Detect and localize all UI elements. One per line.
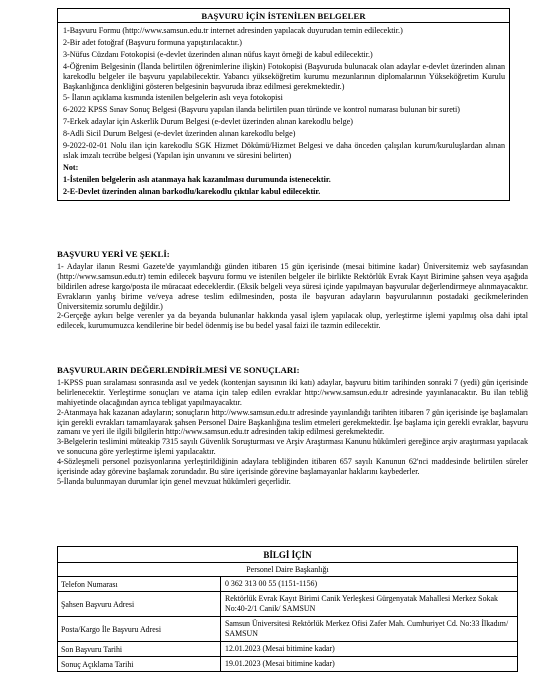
required-documents-list xyxy=(58,23,509,200)
row-value: 19.01.2023 (Mesai bitimine kadar) xyxy=(225,659,335,668)
note-heading: Not: xyxy=(63,162,79,172)
table-row xyxy=(58,617,517,642)
contact-info-subtitle: Personel Daire Başkanlığı xyxy=(58,563,517,577)
required-documents-box xyxy=(57,8,510,201)
evaluation-section xyxy=(57,366,528,487)
evaluation-heading: BAŞVURULARIN DEĞERLENDİRİLMESİ VE SONUÇLARI: xyxy=(57,365,300,375)
application-section xyxy=(57,250,528,331)
required-documents-title: BAŞVURU İÇİN İSTENİLEN BELGELER xyxy=(58,9,509,23)
row-label: Telefon Numarası xyxy=(58,577,221,591)
application-heading: BAŞVURU YERİ VE ŞEKLİ: xyxy=(57,249,170,259)
application-paragraph: 2-Gerçeğe aykırı belge verenler ya da beyanda bulunanlar hakkında yasal işlem yapılacak olup, yerleştirme işlemi yapılmış olsa dahi iptal edilecek, kurumumuzca kendilerine bir bedel ödenmiş ise bu bedel yasal faizi ile tazmin edilecektir. xyxy=(57,311,528,331)
requirement-item: 7-Erkek adaylar için Askerlik Durum Belgesi (e-devlet üzerinden alınan karekodlu belge) xyxy=(63,117,353,127)
requirement-item: 6-2022 KPSS Sınav Sonuç Belgesi (Başvuru yapılan ilanda belirtilen puan türünde ve kontrol numarası bulunan bir sureti) xyxy=(63,105,460,115)
contact-info-table xyxy=(57,546,518,672)
table-row xyxy=(58,642,517,657)
row-value: Samsun Üniversitesi Rektörlük Merkez Ofisi Zafer Mah. Cumhuriyet Cd. No:33 İlkadım/ SAMSUN xyxy=(225,619,509,638)
row-value: 0 362 313 00 55 (1151-1156) xyxy=(225,579,318,588)
row-label: Şahsen Başvuru Adresi xyxy=(58,592,221,616)
row-label: Sonuç Açıklama Tarihi xyxy=(58,657,221,671)
note-item: 1-İstenilen belgelerin aslı atanmaya hak kazanılması durumunda istenecektir. xyxy=(63,174,331,184)
row-label: Posta/Kargo İle Başvuru Adresi xyxy=(58,617,221,641)
requirement-item: 8-Adli Sicil Durum Belgesi (e-devlet üzerinden alınan karekodlu belge) xyxy=(63,129,296,139)
application-paragraph: 1- Adaylar ilanın Resmi Gazete'de yayımlandığı günden itibaren 15 gün içerisinde (mesai bitimine kadar) Üniversitemiz web sayfasından (http://www.samsun.edu.tr) temin edilecek başvuru formu ve istenilen belgeler ile birlikte Rektörlük Evrak Kayıt Birimine şahsen veya aşağıda bildirilen adrese kargo/posta ile müracaat edeceklerdir. (Eksik belgeli veya süresi içinde yapılmayan başvurular değerlendirmeye alınmayacaktır. Evrakların yanlış birime ve/veya adrese teslim edilmesinden, posta ile başvuran adayların başvurularının postadaki gecikmelerinden Üniversitemiz sorumlu değildir.) xyxy=(57,261,528,311)
table-row xyxy=(58,577,517,592)
evaluation-paragraph: 4-Sözleşmeli personel pozisyonlarına yerleştirildiğinin adaylara tebliğinden itibaren 657 sayılı Kanunun 62'nci maddesinde belirtilen süreler içerisinde aday görevine başlamak zorundadır. Bu süre içerisinde görevine başlamayanlar haklarını kaybederler. xyxy=(57,457,528,477)
row-label: Son Başvuru Tarihi xyxy=(58,642,221,656)
requirement-item: 1-Başvuru Formu (http://www.samsun.edu.tr internet adresinden yapılacak duyurudan temin edilecektir.) xyxy=(63,26,403,35)
requirement-item: 4-Öğrenim Belgesinin (İlanda belirtilen öğrenimlerine ilişkin) Fotokopisi (Başvuruda bulunacak olan adaylar e-devlet üzerinden alınan karekodlu belgeler ile başvuru yapılabilecektir. Yabancı yükseköğretim kurumu mezunlarının diplomalarının Yükseköğretim Kurulu Başkanlığınca denkliğini gösteren belgesinin başvuruda ibraz edilmesi gerekmektedir.) xyxy=(63,61,505,91)
evaluation-paragraph: 2-Atanmaya hak kazanan adayların; sonuçların http://www.samsun.edu.tr adresinde yayınlandığı tarihten itibaren 7 gün içerisinde işe başlamaları için gerekli evrakları tamamlayarak şahsen Personel Daire Başkanlığına teslim etmeleri gerekmektedir. İşe başlama için gerekli evraklar, başvuru zamanı ve yeri ile ilgili bilgilerin http://www.samsun.edu.tr adresinden takip edilmesi gerekmektedir. xyxy=(57,407,528,437)
contact-info-title: BİLGİ İÇİN xyxy=(58,547,517,563)
requirement-item: 9-2022-02-01 Nolu ilan için karekodlu SGK Hizmet Dökümü/Hizmet Belgesi ve daha önceden çalışılan kurum/kuruluşlardan alınan ıslak imzalı tecrübe belgesi (Yapılan işin unvanını ve süresini belirten) xyxy=(63,141,505,160)
table-row xyxy=(58,657,517,671)
evaluation-paragraph: 5-İlanda bulunmayan durumlar için genel mevzuat hükümleri geçerlidir. xyxy=(57,476,291,486)
requirement-item: 5- İlanın açıklama kısmında istenilen belgelerin aslı veya fotokopisi xyxy=(63,93,283,103)
requirement-item: 3-Nüfus Cüzdanı Fotokopisi (e-devlet üzerinden alınan nüfus kayıt örneği de kabul edilecektir.) xyxy=(63,49,373,59)
table-row xyxy=(58,592,517,617)
requirement-item: 2-Bir adet fotoğraf (Başvuru formuna yapıştırılacaktır.) xyxy=(63,37,242,47)
row-value: Rektörlük Evrak Kayıt Birimi Canik Yerleşkesi Gürgenyatak Mahallesi Merkez Sokak No:40-2/1 Canik/ SAMSUN xyxy=(225,594,498,613)
note-item: 2-E-Devlet üzerinden alınan barkodlu/karekodlu çıktılar kabul edilecektir. xyxy=(63,186,321,196)
evaluation-paragraph: 1-KPSS puan sıralaması sonrasında asıl ve yedek (kontenjan sayısının iki katı) adaylar, başvuru bitim tarihinden sonraki 7 (yedi) gün içerisinde belirlenecektir. Yerleştirme sonuçları ve atama için talep edilen evraklar http://www.samsun.edu.tr adresinde yayınlanacaktır. Bu ilan tebliğ mahiyetinde olacağından ayrıca tebligat yapılmayacaktır. xyxy=(57,377,528,407)
evaluation-paragraph: 3-Belgelerin teslimini müteakip 7315 sayılı Güvenlik Soruşturması ve Arşiv Araştırması Kanunu hükümleri gereğince arşiv araştırması yapılacak ve sonucuna göre yerleştirme işlemi yapılacaktır. xyxy=(57,437,528,457)
row-value: 12.01.2023 (Mesai bitimine kadar) xyxy=(225,644,335,653)
